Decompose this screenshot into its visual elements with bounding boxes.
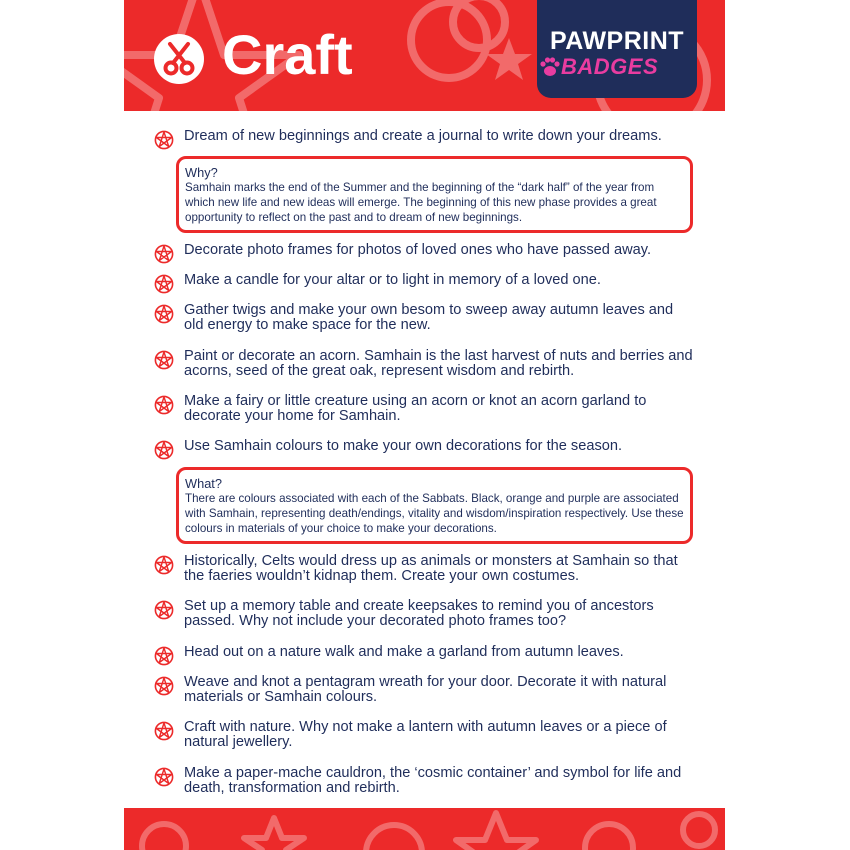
pentacle-icon	[154, 395, 174, 415]
list-item-text: Make a paper-mache cauldron, the ‘cosmic container’ and symbol for life and death, transformation and rebirth.	[184, 765, 682, 796]
scissors-icon	[154, 34, 204, 84]
list-item-text: Historically, Celts would dress up as animals or monsters at Samhain so that the faeries wouldn’t kidnap them. Create your own costumes.	[184, 553, 678, 584]
list-item-text: Make a fairy or little creature using an acorn or knot an acorn garland to decorate your home for Samhain.	[184, 393, 647, 424]
list-item-text: Craft with nature. Why not make a lantern with autumn leaves or a piece of natural jewellery.	[184, 719, 667, 750]
pentacle-icon	[154, 244, 174, 264]
callout-body: Samhain marks the end of the Summer and the beginning of the “dark half” of the year from which new life and new ideas will emerge. The beginning of this new phase provides a great opportunity to reflect on the past and to dream of new beginnings.	[185, 181, 657, 224]
callout-body: There are colours associated with each of the Sabbats. Black, orange and purple are associated with Samhain, representing death/endings, vitality and wisdom/inspiration respectively. Use these colours in materials of your choice to make your decorations.	[185, 492, 684, 535]
pentacle-icon	[154, 646, 174, 666]
footer-banner	[124, 808, 725, 850]
pentacle-icon	[154, 721, 174, 741]
pentacle-icon	[154, 767, 174, 787]
pentacle-icon	[154, 130, 174, 150]
header-banner	[124, 0, 725, 111]
list-item-text: Decorate photo frames for photos of loved ones who have passed away.	[184, 242, 652, 258]
pentacle-icon	[154, 440, 174, 460]
pentacle-icon	[154, 274, 174, 294]
what-callout-box	[176, 467, 693, 544]
why-callout-box	[176, 156, 693, 233]
pentacle-icon	[154, 555, 174, 575]
list-item-text: Head out on a nature walk and make a garland from autumn leaves.	[184, 644, 624, 660]
list-item-text: Make a candle for your altar or to light in memory of a loved one.	[184, 272, 601, 288]
page-title: Craft	[222, 23, 353, 86]
activity-sheet	[124, 0, 725, 850]
callout-heading: What?	[185, 476, 222, 491]
callout-heading: Why?	[185, 165, 218, 180]
logo-text-top: PAWPRINT	[549, 27, 685, 55]
logo-text-bottom: BADGES	[561, 54, 659, 79]
pawprint-badges-logo	[537, 0, 697, 98]
list-item-text: Weave and knot a pentagram wreath for your door. Decorate it with natural materials or Samhain colours.	[184, 674, 667, 705]
pentacle-icon	[154, 350, 174, 370]
pentacle-icon	[154, 304, 174, 324]
list-item-text: Use Samhain colours to make your own decorations for the season.	[184, 438, 623, 454]
list-item-text: Dream of new beginnings and create a journal to write down your dreams.	[184, 128, 662, 144]
pentacle-icon	[154, 600, 174, 620]
footer-decoration	[124, 808, 725, 850]
list-item-text: Paint or decorate an acorn. Samhain is the last harvest of nuts and berries and acorns, seed of the great oak, represent wisdom and rebirth.	[184, 348, 693, 379]
paw-icon	[539, 56, 561, 78]
pentacle-icon	[154, 676, 174, 696]
list-item-text: Set up a memory table and create keepsakes to remind you of ancestors passed. Why not include your decorated photo frames too?	[184, 598, 654, 629]
list-item-text: Gather twigs and make your own besom to sweep away autumn leaves and old energy to make space for the new.	[184, 302, 674, 333]
